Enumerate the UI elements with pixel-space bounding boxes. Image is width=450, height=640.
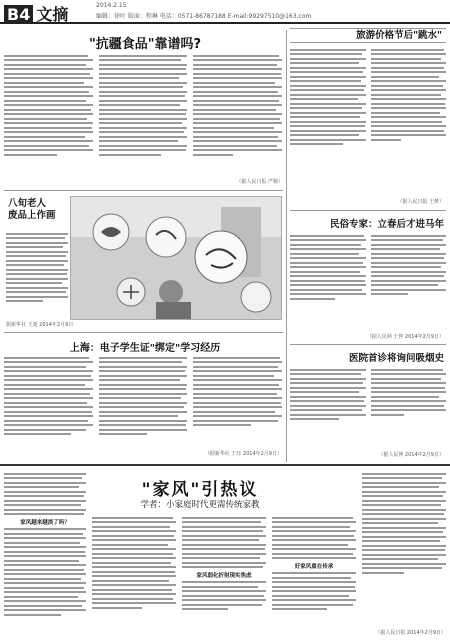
- article-hospital-body: [290, 366, 446, 450]
- page-letter: B4: [4, 5, 33, 24]
- divider: [290, 210, 446, 211]
- headline-jiafeng: "家风"引热议: [141, 480, 259, 500]
- text-column: [362, 470, 446, 630]
- text-column: [290, 232, 366, 334]
- text-column: [182, 514, 266, 638]
- source-hospital: （据人民网 2014年2月9日）: [378, 452, 444, 458]
- section-title: 文摘: [36, 5, 69, 24]
- headline-tourism: 旅游价格节后"跳水": [356, 30, 442, 41]
- source-minyin: （据人民网 王仲 2014年2月9日）: [366, 334, 444, 340]
- article-xinjiang-body: [4, 52, 282, 185]
- text-column: [371, 232, 447, 334]
- divider: [290, 344, 446, 345]
- text-column: [4, 354, 93, 458]
- headline-hospital: 医院首诊将询问吸烟史: [348, 353, 444, 364]
- subheadline-jiafeng: 学者：小家庭时代更需传统家教: [140, 500, 260, 510]
- issue-date: 2014.2.15: [96, 2, 127, 9]
- source-jiafeng: （据人民日报 2014年2月9日）: [375, 630, 446, 636]
- headline-tourism-box: [290, 28, 446, 43]
- subhead-jiafeng-2: 家风弱化折射现实焦虑: [196, 572, 252, 579]
- photo-credit-old-man: 据新华社 王楚 2014年2月9日: [6, 322, 74, 328]
- headline-xinjiang: "抗疆食品"靠谱吗?: [88, 37, 202, 52]
- divider: [4, 332, 283, 333]
- source-tourism: （据人民日报 王梦）: [397, 199, 444, 205]
- divider: [4, 190, 283, 191]
- source-xinjiang: （据人民日报 严顺）: [236, 179, 283, 185]
- text-column: [371, 46, 447, 196]
- text-column: [99, 354, 188, 458]
- section-divider: [0, 464, 450, 466]
- text-column: [290, 366, 366, 450]
- page-number: [4, 2, 68, 25]
- text-column: [4, 470, 86, 638]
- masthead: [0, 0, 450, 24]
- text-column: [92, 514, 176, 638]
- caption-old-man: [6, 230, 68, 320]
- text-column: [193, 354, 282, 458]
- headline-minyin: 民俗专家：立春后才进马年: [329, 219, 444, 230]
- text-column: [371, 366, 447, 450]
- old-man-painting-illustration: [71, 197, 282, 320]
- column-divider: [286, 30, 287, 462]
- article-minyin-body: [290, 232, 446, 334]
- text-column: [272, 514, 356, 638]
- text-column: [290, 46, 366, 196]
- text-column: [4, 52, 93, 185]
- headline-shanghai: 上海：电子学生证"绑定"学习经历: [69, 343, 221, 354]
- old-man-photo: [70, 196, 282, 320]
- source-shanghai: （据新华社 王珏 2014年2月9日）: [204, 451, 282, 457]
- headline-old-man: 八旬老人 废品上作画: [8, 198, 56, 221]
- editor-line: 编辑：徐叶 版面：程琳 电话：0571-86787188 E-mail:99297510@163.com: [96, 13, 312, 20]
- article-tourism-body: [290, 46, 446, 196]
- subhead-jiafeng-1: 家风越来越淡了吗？: [20, 519, 70, 526]
- article-shanghai-body: [4, 354, 282, 458]
- text-column: [193, 52, 282, 185]
- subhead-jiafeng-3: 好家风重在传承: [294, 563, 334, 570]
- text-column: [99, 52, 188, 185]
